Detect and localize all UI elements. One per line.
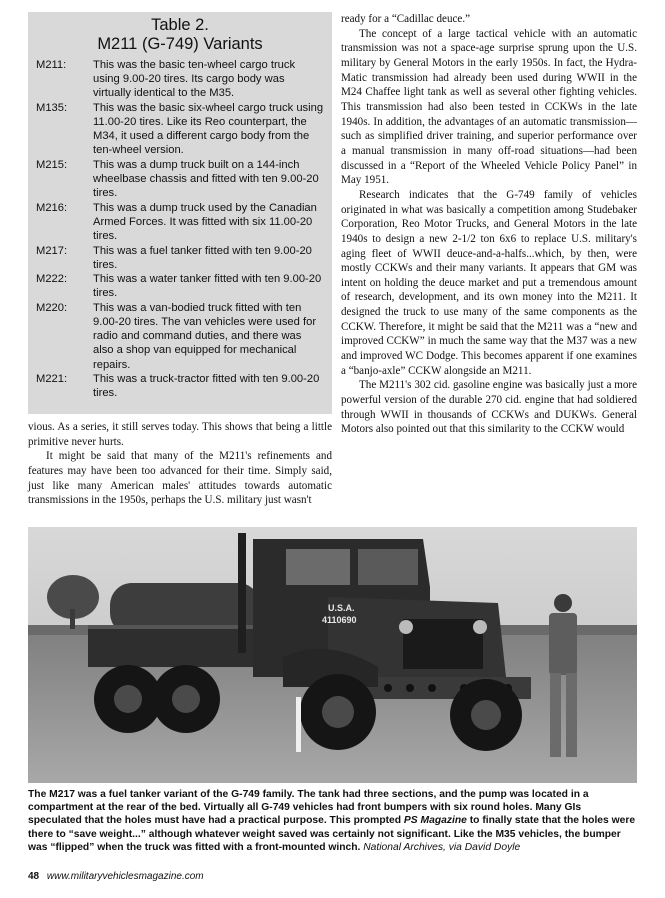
paragraph: ready for a “Cadillac deuce.” — [341, 13, 471, 25]
variant-item — [36, 58, 324, 100]
m217-tanker-photo — [28, 527, 637, 783]
cab-window — [286, 549, 350, 585]
variant-item — [36, 158, 324, 200]
right-column-text — [341, 12, 637, 437]
page-number: 48 — [28, 871, 40, 882]
variant-item — [36, 101, 324, 157]
variant-item — [36, 244, 324, 272]
variant-code: M220: — [36, 302, 68, 315]
paragraph: The concept of a large tactical vehicle with an automatic transmission was not a space-age surprise sprung upon the U.S. military by General Motors in the early 1950s. In fact, the Hydra-Matic transmission had already been used during WWII in the M24 Chaffee light tank as well as several other fighting vehicles. This transmission had also been tested in CCKWs in the late 1940s. In addition, the advantages of an automatic transmission—such as simplified driver training, and superior performance over a manual transmission in many off-road situations—had been discussed in a “Report of the Wheeled Vehicle Policy Panel” in May 1951. — [341, 27, 637, 187]
table-title-heading: M211 (G-749) Variants — [97, 35, 263, 53]
variant-item — [36, 372, 324, 400]
variant-code: M215: — [36, 158, 68, 171]
headlight — [399, 620, 413, 634]
variant-code: M217: — [36, 244, 68, 257]
variant-description: This was the basic six-wheel cargo truck using 11.00-20 tires. Like its Reo counterpart, the M34, it used a different cargo body from the ten-wheel version. — [93, 101, 324, 157]
caption-magazine-title: PS Magazine — [403, 815, 467, 827]
tree-trunk — [70, 609, 75, 629]
variant-description: This was a van-bodied truck fitted with ten 9.00-20 tires. The van vehicles were used for radio and command duties, and there was also a shop van equipped for mechanical repairs. — [93, 302, 317, 371]
photo-credit: National Archives, via David Doyle — [363, 841, 521, 853]
variants-list — [36, 58, 324, 400]
photo-caption — [28, 788, 637, 854]
table-title-number: Table 2. — [151, 16, 209, 34]
variant-item — [36, 201, 324, 243]
variant-description: This was a water tanker fitted with ten 9.00-20 tires. — [93, 273, 322, 300]
left-column-text — [28, 420, 332, 508]
variant-description: This was a dump truck used by the Canadian Armed Forces. It was fitted with six 11.00-20 tires. — [93, 201, 317, 242]
caption-text: The M217 was a fuel tanker variant of the G-749 family. The tank had three sections, and the pump was located in a compartment at the rear of the bed. Virtually all G-749 vehicles had front bumpers with six round holes. Many GIs speculated that the holes must have had a practical purpose. This prompted — [28, 789, 589, 827]
variant-code: M211: — [36, 59, 67, 71]
truck-marking-usa: U.S.A. — [328, 603, 355, 613]
paragraph: It might be said that many of the M211's refinements and features may have been too advanced for their time. Simply said, just like many American males' attitudes towards automatic transmissions in the 1950s, perhaps the U.S. military just wasn't — [28, 450, 332, 507]
page-footer — [28, 871, 204, 882]
variant-code: M222: — [36, 273, 68, 286]
headlight — [473, 620, 487, 634]
variant-code: M221: — [36, 373, 68, 386]
variant-code: M135: — [36, 101, 68, 114]
variant-description: This was the basic ten-wheel cargo truck using 9.00-20 tires. Its cargo body was virtually identical to the M35. — [93, 59, 296, 100]
truck-marking-number: 4110690 — [322, 615, 357, 625]
paragraph: The M211's 302 cid. gasoline engine was basically just a more powerful version of the durable 270 cid. engine that had soldiered through WWII in thousands of CCKWs and DUKWs. General Motors also pointed out that this similarity to the CCKW would — [341, 379, 637, 436]
paragraph: Research indicates that the G-749 family of vehicles originated in what was basically a competition among Studebaker Corporation, Reo Motor Trucks, and General Motors in the late 1940s to design a new 2-1/2 ton 6x6 to replace U.S. military's aging fleet of WWII deuce-and-a-halfs...which, by then, were mostly CCKWs and their many variants. It appears that GM was intent on holding the deuce market and put a tremendous amount of research, development, and its own money into the M211. It designed the truck to use many of the same components as the CCKW. Therefore, it might be said that the M211 was a “new and improved CCKW” in much the same way that the M37 was a new and improved WC Dodge. This becomes apparent if one examines a “banjo-axle” CCKW alongside an M211. — [341, 188, 637, 377]
variants-table-sidebar — [28, 12, 332, 414]
variant-item — [36, 301, 324, 371]
photo-illustration — [28, 527, 637, 783]
variant-code: M216: — [36, 201, 68, 214]
variant-description: This was a truck-tractor fitted with ten 9.00-20 tires. — [93, 373, 320, 400]
caption-text: to finally state that the holes were there to “save weight...” although whatever weight saved was certainly not significant. Like the M35 vehicles, the bumper was “flipped” when the truck was fitted with a front-mounted winch. — [28, 815, 636, 853]
grille — [403, 619, 483, 669]
variant-description: This was a dump truck built on a 144-inch wheelbase chassis and fitted with ten 9.00-20 tires. — [93, 158, 319, 200]
windshield — [358, 549, 418, 585]
paragraph: vious. As a series, it still serves today. This shows that being a little primitive never hurts. — [28, 421, 332, 448]
exhaust-stack — [238, 533, 246, 653]
footer-url[interactable]: www.militaryvehiclesmagazine.com — [46, 871, 204, 882]
variant-description: This was a fuel tanker fitted with ten 9.00-20 tires. — [93, 244, 312, 271]
marker-post — [296, 697, 301, 752]
table-title — [36, 16, 324, 54]
variant-item — [36, 272, 324, 300]
